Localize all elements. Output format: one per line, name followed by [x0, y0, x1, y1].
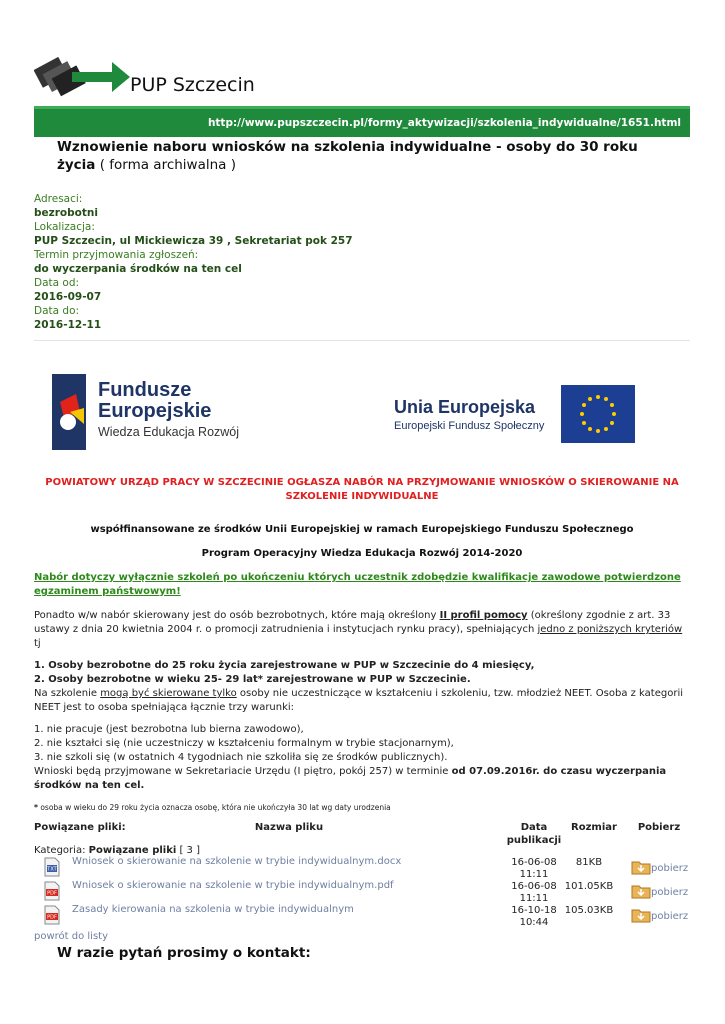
program-text: Program Operacyjny Wiedza Edukacja Rozwój 2014-2020: [201, 548, 523, 559]
file-date-day: 16-06-08: [511, 857, 557, 868]
file-date-day: 16-06-08: [511, 881, 557, 892]
ue-line2: Europejski Fundusz Społeczny: [394, 420, 545, 432]
file-category: [34, 845, 200, 856]
paragraph-neet: [34, 687, 690, 715]
pdf-file-icon: [42, 881, 62, 901]
meta-value: 2016-12-11: [34, 319, 102, 331]
p1-e: tj: [34, 638, 41, 649]
article-body: [34, 476, 690, 835]
file-size: 101.05KB: [564, 881, 614, 892]
green-note: [34, 571, 690, 599]
paragraph-profile: [34, 609, 690, 651]
file-date-time: 11:11: [519, 893, 549, 904]
fe-line3: Wiedza Edukacja Rozwój: [98, 425, 240, 439]
meta-label: Data do:: [34, 305, 80, 317]
download-icon[interactable]: [631, 859, 651, 875]
archive-note: ( forma archiwalna ): [99, 157, 237, 173]
download-link[interactable]: pobierz: [651, 887, 689, 898]
p3-a: Wnioski będą przyjmowane w Sekretariacie Urzędu (I piętro, pokój 257) w terminie: [34, 766, 452, 777]
site-header: [34, 38, 294, 106]
file-type-label: PDF: [47, 914, 57, 921]
footnote-text: osoba w wieku do 29 roku życia oznacza osobę, która nie ukończyła 30 lat wg daty urodzenia: [37, 803, 391, 812]
txt-file-icon: [42, 857, 62, 877]
page-url[interactable]: http://www.pupszczecin.pl/formy_aktywizacji/szkolenia_indywidualne/1651.html: [207, 117, 681, 129]
neet-2: 2. nie kształci się (nie uczestniczy w kształceniu formalnym w trybie stacjonarnym),: [34, 738, 454, 749]
file-date-day: 16-10-18: [511, 905, 557, 916]
p2-c: osoby nie uczestniczące w kształceniu i szkoleniu, tzw. młodzież NEET. Osoba z kategorii NEET jest to osoba spełniająca łącznie trzy warunki:: [34, 688, 684, 713]
url-bar: [34, 106, 690, 137]
file-row: [34, 905, 690, 929]
file-date-time: 10:44: [519, 917, 549, 928]
p3-b: od 07.09.2016r. do czasu wyczerpania środków na ten cel.: [34, 766, 667, 791]
col-date-header: Data publikacji: [506, 822, 562, 846]
download-icon[interactable]: [631, 883, 651, 899]
p1-b: II profil pomocy: [439, 610, 528, 621]
p2-b: mogą być skierowane tylko: [100, 688, 237, 699]
unia-europejska-text: [394, 396, 544, 434]
meta-label: Data od:: [34, 277, 80, 289]
download-link[interactable]: pobierz: [651, 911, 689, 922]
neet-1: 1. nie pracuje (jest bezrobotna lub bierna zawodowo),: [34, 724, 304, 735]
pup-logo-icon: [34, 42, 134, 102]
file-date-time: 11:11: [519, 869, 549, 880]
pdf-file-icon: [42, 905, 62, 925]
col-size-header: Rozmiar: [571, 822, 617, 833]
file-row: [34, 857, 690, 881]
cofinanced-text: współfinansowane ze środków Unii Europejskiej w ramach Europejskiego Funduszu Społecznego: [90, 524, 634, 535]
col-name-header: Nazwa pliku: [254, 822, 324, 833]
file-date: [504, 881, 564, 905]
page-title: [57, 138, 657, 174]
fe-line2: Europejskie: [98, 400, 212, 422]
announcement-heading: POWIATOWY URZĄD PRACY W SZCZECINIE OGŁASZA NABÓR NA PRZYJMOWANIE WNIOSKÓW O SKIEROWANIE NA SZKOLENIE INDYWIDUALNE: [45, 477, 679, 502]
related-files-heading: Powiązane pliki:: [34, 822, 126, 833]
file-link[interactable]: Wniosek o skierowanie na szkolenie w trybie indywidualnym.docx: [72, 856, 402, 867]
p1-a: Ponadto w/w nabór skierowany jest do osób bezrobotnych, które mają określony: [34, 610, 440, 621]
category-name: Powiązane pliki: [88, 845, 177, 856]
meta-value: PUP Szczecin, ul Mickiewicza 39 , Sekretariat pok 257: [34, 235, 353, 247]
file-row: [34, 881, 690, 905]
download-icon[interactable]: [631, 907, 651, 923]
site-name[interactable]: PUP Szczecin: [130, 74, 255, 96]
article-title: Wznowienie naboru wniosków na szkolenia indywidualne - osoby do 30 roku życia: [57, 139, 638, 173]
p2-a: Na szkolenie: [34, 688, 101, 699]
paragraph-deadline: [34, 765, 690, 793]
file-type-label: TXT: [47, 866, 57, 873]
file-size: 81KB: [575, 857, 603, 868]
contact-heading: W razie pytań prosimy o kontakt:: [57, 945, 311, 961]
ue-line1: Unia Europejska: [394, 397, 536, 417]
col-download-header: Pobierz: [637, 822, 681, 833]
neet-3: 3. nie szkoli się (w ostatnich 4 tygodniach nie szkoliła się ze środków publicznych).: [34, 752, 448, 763]
category-label: Kategoria:: [34, 845, 89, 856]
meta-label: Adresaci:: [34, 193, 83, 205]
footnote: [34, 801, 690, 815]
article-meta: [34, 192, 353, 332]
file-date: [504, 905, 564, 929]
meta-label: Lokalizacja:: [34, 221, 95, 233]
p1-d: jedno z poniższych kryteriów: [537, 624, 683, 635]
file-link[interactable]: Wniosek o skierowanie na szkolenie w trybie indywidualnym.pdf: [72, 880, 394, 891]
meta-value: 2016-09-07: [34, 291, 102, 303]
category-count: [ 3 ]: [176, 845, 200, 856]
file-date: [504, 857, 564, 881]
divider: [34, 340, 690, 341]
fe-line1: Fundusze: [98, 379, 192, 401]
eu-flag-icon: [561, 385, 635, 443]
meta-label: Termin przyjmowania zgłoszeń:: [34, 249, 199, 261]
download-link[interactable]: pobierz: [651, 863, 689, 874]
fundusze-europejskie-text: [98, 380, 239, 442]
back-to-list-link[interactable]: powrót do listy: [34, 931, 109, 942]
meta-value: bezrobotni: [34, 207, 98, 219]
footnote-star: *: [34, 803, 38, 812]
file-link[interactable]: Zasady kierowania na szkolenia w trybie indywidualnym: [72, 904, 354, 915]
green-note-text: Nabór dotyczy wyłącznie szkoleń po ukończeniu których uczestnik zdobędzie kwalifikacje zawodowe potwierdzone egzaminem państwowym!: [34, 572, 681, 597]
file-type-label: PDF: [47, 890, 57, 897]
file-size: 105.03KB: [564, 905, 614, 916]
meta-value: do wyczerpania środków na ten cel: [34, 263, 242, 275]
criterion-2: 2. Osoby bezrobotne w wieku 25- 29 lat* zarejestrowane w PUP w Szczecinie.: [34, 674, 471, 685]
p1-c: (określony zgodnie z art. 33 ustawy z dnia 20 kwietnia 2004 r. o promocji zatrudnienia i instytucjach rynku pracy), spełniających: [34, 610, 671, 635]
criterion-1: 1. Osoby bezrobotne do 25 roku życia zarejestrowane w PUP w Szczecinie do 4 miesięcy,: [34, 660, 535, 671]
